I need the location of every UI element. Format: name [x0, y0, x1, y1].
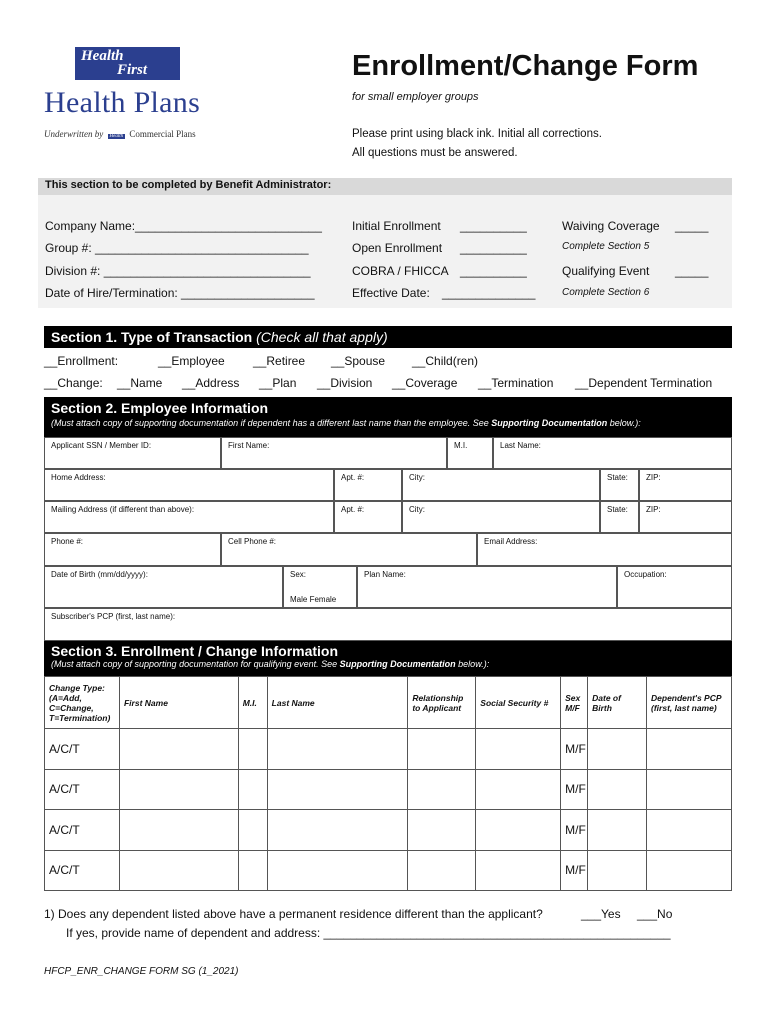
sex-cell[interactable]: M/F	[561, 810, 588, 851]
first-name-cell[interactable]	[119, 850, 238, 891]
first-name-cell[interactable]	[119, 729, 238, 770]
effective-date-label: Effective Date:	[352, 286, 430, 300]
logo-health-plans: Health Plans	[44, 86, 201, 119]
email-field[interactable]: Email Address:	[477, 533, 732, 566]
initial-enrollment-field[interactable]: __________	[460, 219, 527, 233]
plan-name-field[interactable]: Plan Name:	[357, 566, 617, 608]
cobra-label: COBRA / FHICCA	[352, 264, 449, 278]
mailing-city-field[interactable]: City:	[402, 501, 600, 533]
question-1-yes[interactable]: ___Yes	[581, 907, 621, 921]
ssn-cell[interactable]	[476, 729, 561, 770]
form-subtitle: for small employer groups	[352, 91, 479, 103]
mi-field[interactable]: M.I.	[447, 437, 493, 469]
mini-logo: Health	[109, 134, 124, 139]
division-field[interactable]: Division #: _______________________________	[45, 264, 311, 278]
option-termination[interactable]: __Termination	[478, 376, 554, 390]
open-enrollment-label: Open Enrollment	[352, 241, 443, 255]
last-name-cell[interactable]	[267, 729, 408, 770]
home-zip-field[interactable]: ZIP:	[639, 469, 732, 501]
option-plan[interactable]: __Plan	[259, 376, 297, 390]
col-mi: M.I.	[238, 677, 267, 729]
pcp-cell[interactable]	[647, 810, 732, 851]
last-name-cell[interactable]	[267, 850, 408, 891]
mi-cell[interactable]	[238, 729, 267, 770]
table-row	[45, 810, 732, 851]
option-retiree[interactable]: __Retiree	[253, 354, 306, 368]
section-3-title: Section 3. Enrollment / Change Information	[51, 643, 339, 659]
admin-section-heading: This section to be completed by Benefit Administrator:	[38, 178, 732, 195]
commercial-plans-text: Commercial Plans	[129, 129, 196, 139]
logo-line1: Health	[81, 48, 124, 64]
first-name-field[interactable]: First Name:	[221, 437, 447, 469]
home-apt-field[interactable]: Apt. #:	[334, 469, 402, 501]
section-2-title: Section 2. Employee Information	[51, 400, 269, 416]
dob-cell[interactable]	[588, 769, 647, 810]
col-ssn: Social Security #	[476, 677, 561, 729]
section-2-note: (Must attach copy of supporting documentation if dependent has a different last name than the employee. See Supporting Documentation below.):	[51, 418, 641, 428]
question-1: 1) Does any dependent listed above have a permanent residence different than the applicant?	[44, 907, 543, 921]
dob-cell[interactable]	[588, 810, 647, 851]
qualifying-event-field[interactable]: _____	[675, 264, 709, 278]
home-state-field[interactable]: State:	[600, 469, 639, 501]
mailing-zip-field[interactable]: ZIP:	[639, 501, 732, 533]
section-2-header	[44, 397, 732, 437]
logo-line2: First	[117, 62, 148, 78]
change-type-cell[interactable]: A/C/T	[45, 810, 120, 851]
sex-cell[interactable]: M/F	[561, 729, 588, 770]
complete-section-5-note: Complete Section 5	[562, 241, 650, 252]
option-enrollment[interactable]: __Enrollment:	[44, 354, 119, 368]
col-dob: Date of Birth	[588, 677, 647, 729]
form-title: Enrollment/Change Form	[352, 50, 699, 82]
dob-cell[interactable]	[588, 729, 647, 770]
option-children[interactable]: __Child(ren)	[412, 354, 479, 368]
logo-underwritten	[44, 129, 196, 139]
col-change-type: Change Type: (A=Add, C=Change, T=Termination)	[45, 677, 120, 729]
question-1-followup[interactable]: If yes, provide name of dependent and address: ____________________________________________________	[66, 926, 671, 940]
sex-cell[interactable]: M/F	[561, 850, 588, 891]
pcp-cell[interactable]	[647, 769, 732, 810]
change-type-cell[interactable]: A/C/T	[45, 729, 120, 770]
pcp-cell[interactable]	[647, 729, 732, 770]
option-change[interactable]: __Change:	[44, 376, 103, 390]
complete-section-6-note: Complete Section 6	[562, 287, 650, 298]
last-name-cell[interactable]	[267, 769, 408, 810]
phone-field[interactable]: Phone #:	[44, 533, 221, 566]
instruction-2: All questions must be answered.	[352, 147, 518, 159]
option-address[interactable]: __Address	[182, 376, 240, 390]
underwritten-text: Underwritten by	[44, 129, 104, 139]
ssn-cell[interactable]	[476, 850, 561, 891]
male-female-options[interactable]: Male Female	[290, 595, 337, 604]
col-pcp: Dependent's PCP (first, last name)	[647, 677, 732, 729]
health-first-logo	[75, 47, 180, 80]
mi-cell[interactable]	[238, 850, 267, 891]
subscriber-pcp-field[interactable]: Subscriber's PCP (first, last name):	[44, 608, 732, 641]
pcp-cell[interactable]	[647, 850, 732, 891]
mailing-state-field[interactable]: State:	[600, 501, 639, 533]
change-type-cell[interactable]: A/C/T	[45, 769, 120, 810]
mailing-address-field[interactable]: Mailing Address (if different than above):	[44, 501, 334, 533]
change-type-cell[interactable]: A/C/T	[45, 850, 120, 891]
question-1-no[interactable]: ___No	[637, 907, 673, 921]
last-name-cell[interactable]	[267, 810, 408, 851]
first-name-cell[interactable]	[119, 769, 238, 810]
table-row	[45, 729, 732, 770]
company-name-field[interactable]: Company Name:____________________________	[45, 219, 322, 233]
date-of-birth-field[interactable]: Date of Birth (mm/dd/yyyy):	[44, 566, 283, 608]
waiving-coverage-field[interactable]: _____	[675, 219, 709, 233]
instruction-1: Please print using black ink. Initial all corrections.	[352, 128, 602, 140]
occupation-field[interactable]: Occupation:	[617, 566, 732, 608]
table-header-row	[45, 677, 732, 729]
relationship-cell[interactable]	[408, 729, 476, 770]
sex-cell[interactable]: M/F	[561, 769, 588, 810]
relationship-cell[interactable]	[408, 810, 476, 851]
group-field[interactable]: Group #: ________________________________	[45, 241, 309, 255]
home-city-field[interactable]: City:	[402, 469, 600, 501]
form-footer-code: HFCP_ENR_CHANGE FORM SG (1_2021)	[44, 966, 239, 977]
ssn-cell[interactable]	[476, 769, 561, 810]
last-name-field[interactable]: Last Name:	[493, 437, 732, 469]
mi-cell[interactable]	[238, 769, 267, 810]
cell-phone-field[interactable]: Cell Phone #:	[221, 533, 477, 566]
applicant-ssn-field[interactable]: Applicant SSN / Member ID:	[44, 437, 221, 469]
section-3-note: (Must attach copy of supporting documentation for qualifying event. See Supporting Documentation below.):	[51, 659, 490, 669]
date-hire-termination-field[interactable]: Date of Hire/Termination: ____________________	[45, 286, 315, 300]
home-address-field[interactable]: Home Address:	[44, 469, 334, 501]
table-row	[45, 769, 732, 810]
cobra-field[interactable]: __________	[460, 264, 527, 278]
sex-label: Sex:	[290, 570, 307, 579]
option-dependent-termination[interactable]: __Dependent Termination	[575, 376, 713, 390]
open-enrollment-field[interactable]: __________	[460, 241, 527, 255]
col-first-name: First Name	[119, 677, 238, 729]
option-spouse[interactable]: __Spouse	[331, 354, 386, 368]
col-sex: Sex M/F	[561, 677, 588, 729]
col-relationship: Relationship to Applicant	[408, 677, 476, 729]
waiving-coverage-label: Waiving Coverage	[562, 219, 660, 233]
option-division[interactable]: __Division	[317, 376, 373, 390]
option-coverage[interactable]: __Coverage	[392, 376, 458, 390]
ssn-cell[interactable]	[476, 810, 561, 851]
effective-date-field[interactable]: ______________	[442, 286, 536, 300]
initial-enrollment-label: Initial Enrollment	[352, 219, 441, 233]
section-1-header	[44, 326, 732, 348]
relationship-cell[interactable]	[408, 850, 476, 891]
qualifying-event-label: Qualifying Event	[562, 264, 650, 278]
sex-field[interactable]	[283, 566, 357, 608]
section-1-title: Section 1. Type of Transaction	[51, 329, 253, 345]
section-3-header	[44, 641, 732, 676]
form-instructions	[352, 125, 602, 163]
first-name-cell[interactable]	[119, 810, 238, 851]
option-name[interactable]: __Name	[117, 376, 163, 390]
relationship-cell[interactable]	[408, 769, 476, 810]
option-employee[interactable]: __Employee	[158, 354, 225, 368]
section-1-note: (Check all that apply)	[256, 329, 388, 345]
mailing-apt-field[interactable]: Apt. #:	[334, 501, 402, 533]
mi-cell[interactable]	[238, 810, 267, 851]
table-row	[45, 850, 732, 891]
dob-cell[interactable]	[588, 850, 647, 891]
dependents-table	[44, 676, 732, 891]
col-last-name: Last Name	[267, 677, 408, 729]
